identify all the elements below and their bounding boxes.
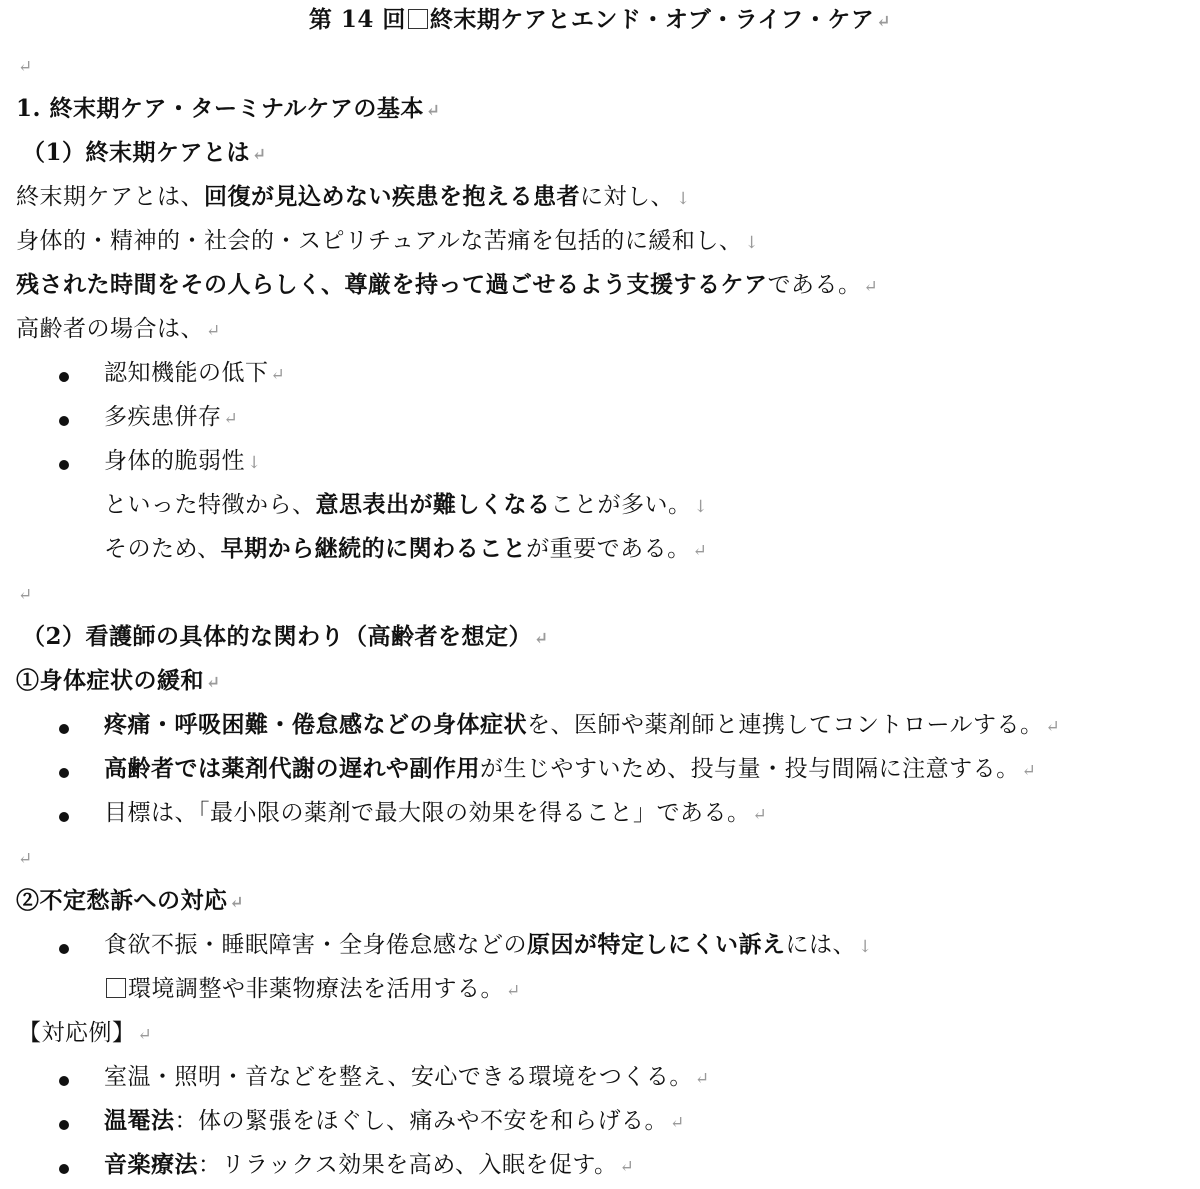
paragraph-mark: ↵ [270,365,286,385]
text-run: である。 [767,272,862,298]
bullet-icon [59,724,69,734]
paragraph-mark: ↵ [692,541,708,561]
bold-text-run: 原因が特定しにくい訴え [527,931,786,958]
text-run: そのため、 [104,536,221,562]
paragraph-mark: ↵ [670,1113,685,1133]
bold-text-run: 残された時間をその人らしく、尊厳を持って過ごせるよう支援するケア [16,271,768,298]
text-run: ことが多い。 [550,492,692,518]
list-item [104,707,1060,743]
bullet-icon [59,1120,69,1130]
document-title: 第 14 回 終末期ケアとエンド・オブ・ライフ・ケア ↵ [308,6,892,33]
list-item: 認知機能の低下 ↵ [104,360,286,386]
bullet-icon [59,372,69,382]
text-run: といった特徴から、 [104,492,316,518]
list-item [104,751,1036,787]
paragraph-mark: ↵ [752,805,768,825]
bold-text-run: 早期から継続的に関わること [220,535,527,562]
paragraph-mark: ↵ [18,57,33,77]
paragraph-mark: ↵ [206,321,221,341]
paragraph-definition-3 [16,267,878,303]
text-run: には、 [785,932,856,958]
section-1-1-heading: （1）終末期ケアとは ↵ [22,139,267,166]
list-item [104,795,767,831]
bold-text-run: 疼痛・呼吸困難・倦怠感などの身体症状 [104,711,527,738]
paragraph-elderly-intro: 高齢者の場合は、 ↵ [16,316,221,342]
paragraph-mark: ↵ [694,1069,710,1089]
bold-text-run: 音楽療法 [104,1151,198,1178]
bullet-icon [59,944,69,954]
text-run: が生じやすいため、投与量・投与間隔に注意する。 [480,756,1020,782]
text-run: が重要である。 [526,536,691,562]
text-run: を、医師や薬剤師と連携してコントロールする。 [527,712,1044,738]
text-run: 目標は、「最小限の薬剤で最大限の効果を得ること」である。 [104,800,751,826]
subsection-complaint-heading: ②不定愁訴への対応 ↵ [16,887,245,914]
paragraph-mark: ↵ [1045,717,1061,737]
empty-paragraph [16,839,33,875]
list-continuation [104,531,707,567]
list-item [104,1147,634,1183]
paragraph-mark: ↵ [223,409,239,429]
line-break-mark: ↓ [247,453,262,473]
list-item [104,927,873,963]
placeholder-box-icon [408,9,428,29]
bold-text-run: 高齢者では薬剤代謝の遅れや副作用 [104,755,480,782]
paragraph-mark: ↵ [506,981,521,1001]
empty-paragraph [16,575,33,611]
paragraph-mark: ↵ [425,101,441,121]
examples-heading: 【対応例】 ↵ [18,1020,153,1046]
text-run: 終末期ケアとは、 [16,184,204,210]
paragraph-mark: ↵ [206,673,221,693]
text-run: に対し、 [580,184,674,210]
paragraph-mark: ↵ [619,1157,635,1177]
bold-text-run: 温罨法 [104,1107,175,1134]
line-break-mark: ↓ [693,497,709,517]
text-run: 食欲不振・睡眠障害・全身倦怠感などの [104,932,527,958]
paragraph-mark: ↵ [18,585,33,605]
bullet-icon [59,460,69,470]
placeholder-box-icon [106,978,126,998]
text-run: 室温・照明・音などを整え、安心できる環境をつくる。 [104,1064,693,1090]
bullet-icon [59,812,69,822]
paragraph-mark: ↵ [1021,761,1037,781]
bullet-icon [59,416,69,426]
paragraph-mark: ↵ [18,849,33,869]
line-break-mark: ↓ [676,189,691,209]
bullet-icon [59,768,69,778]
section-1-heading: 1. 終末期ケア・ターミナルケアの基本 ↵ [16,95,441,122]
paragraph-definition-2: 身体的・精神的・社会的・スピリチュアルな苦痛を包括的に緩和し、 ↓ [16,228,760,254]
paragraph-mark: ↵ [137,1025,153,1045]
section-1-2-heading: （2）看護師の具体的な関わり（高齢者を想定） ↵ [22,623,549,650]
text-run: ：体の緊張をほぐし、痛みや不安を和らげる。 [174,1108,668,1134]
list-item [104,1103,685,1139]
line-break-mark: ↓ [744,233,760,253]
paragraph-mark: ↵ [534,629,549,649]
text-run: ：リラックス効果を高め、入眠を促す。 [198,1152,618,1178]
paragraph-mark: ↵ [863,277,879,297]
bullet-icon [59,1076,69,1086]
paragraph-definition-1 [16,179,691,215]
list-item: 身体的脆弱性 ↓ [104,448,262,474]
bold-text-run: 回復が見込めない疾患を抱える患者 [204,183,580,210]
subsection-symptom-heading: ①身体症状の緩和 ↵ [16,667,221,694]
paragraph-mark: ↵ [876,12,892,32]
list-item [104,1059,710,1095]
paragraph-mark: ↵ [252,145,267,165]
paragraph-mark: ↵ [229,893,245,913]
line-break-mark: ↓ [858,937,873,957]
empty-paragraph [16,47,33,83]
list-continuation [104,487,708,523]
list-continuation: 環境調整や非薬物療法を活用する。 ↵ [104,971,521,1007]
bold-text-run: 意思表出が難しくなる [315,491,551,518]
bullet-icon [59,1164,69,1174]
list-item: 多疾患併存 ↵ [104,404,239,430]
